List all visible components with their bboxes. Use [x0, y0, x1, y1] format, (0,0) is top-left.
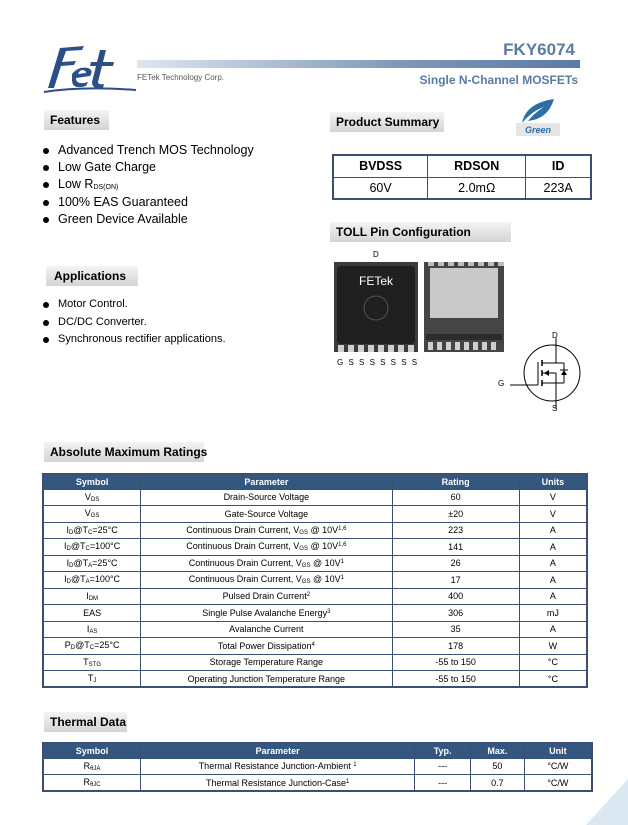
symbol-cell: [43, 506, 141, 523]
rating-cell: 60: [392, 489, 519, 506]
parameter-subscript: GS: [299, 546, 308, 553]
symbol-text: EAS: [83, 607, 102, 618]
parameter-text: Thermal Resistance Junction-Ambient: [198, 761, 354, 772]
symbol-subscript: STG: [88, 661, 102, 668]
footnote-ref: 1: [340, 558, 344, 565]
features-heading: Features: [44, 110, 109, 130]
table-row: [43, 506, 587, 523]
symbol-text: @T: [71, 574, 86, 585]
symbol-text: @T: [73, 557, 89, 568]
pin-labels: G S S S S S S S: [337, 358, 419, 367]
symbol-text: =25°C: [92, 557, 118, 568]
parameter-text: @ 10V: [307, 524, 339, 535]
parameter-cell: [141, 572, 392, 589]
symbol-subscript: C: [85, 546, 90, 553]
col-header: Parameter: [141, 743, 415, 758]
symbol-text: I: [86, 590, 89, 601]
symbol-cell: [43, 638, 141, 655]
symbol-subscript: A: [85, 579, 90, 586]
unit-cell: W: [519, 638, 587, 655]
col-header: Rating: [392, 474, 519, 489]
col-header: Symbol: [43, 474, 141, 489]
table-row: [43, 671, 587, 688]
parameter-text: Storage Temperature Range: [209, 657, 324, 668]
symbol-subscript: A: [88, 562, 93, 569]
parameter-cell: [141, 506, 392, 523]
parameter-cell: [141, 638, 392, 655]
rating-cell: 35: [392, 621, 519, 638]
product-summary-table: [332, 154, 592, 200]
symbol-cell: [43, 758, 141, 775]
company-name: FETek Technology Corp.: [137, 73, 225, 82]
footnote-ref: 4: [311, 641, 315, 648]
symbol-text: I: [66, 557, 70, 568]
symbol-cell: [43, 572, 141, 589]
unit-cell: °C: [519, 671, 587, 688]
symbol-cell: [43, 671, 141, 688]
applications-list: [42, 296, 226, 349]
col-header: Parameter: [141, 474, 392, 489]
product-description: Single N-Channel MOSFETs: [419, 73, 578, 87]
part-number: FKY6074: [503, 40, 575, 59]
table-row: [43, 489, 587, 506]
symbol-cell: [43, 775, 141, 792]
header-band: [137, 60, 580, 68]
parameter-text: @ 10V: [310, 574, 341, 585]
unit-cell: A: [519, 572, 587, 589]
parameter-text: Continuous Drain Current, V: [188, 574, 302, 585]
unit-cell: A: [519, 555, 587, 572]
unit-cell: A: [519, 621, 587, 638]
rating-cell: 178: [392, 638, 519, 655]
unit-cell: °C: [519, 654, 587, 671]
symbol-subscript: D: [70, 645, 76, 652]
table-row: [43, 605, 587, 622]
feature-item: Green Device Available: [42, 211, 254, 228]
col-header: Typ.: [415, 743, 471, 758]
parameter-text: Thermal Resistance Junction-Case: [205, 777, 347, 788]
symbol-drain-label: D: [552, 331, 558, 340]
symbol-text: P: [64, 640, 71, 651]
max-cell: 50: [471, 758, 525, 775]
symbol-text: R: [83, 760, 91, 771]
typ-cell: ---: [415, 775, 471, 792]
feature-item: Advanced Trench MOS Technology: [42, 142, 254, 159]
col-header: Symbol: [43, 743, 141, 758]
col-header: Unit: [524, 743, 592, 758]
symbol-subscript: θJC: [89, 782, 101, 788]
n-channel-mosfet-symbol-icon: [496, 328, 586, 418]
symbol-cell: [43, 654, 141, 671]
symbol-subscript: AS: [89, 628, 98, 635]
parameter-text: Operating Junction Temperature Range: [187, 673, 346, 684]
max-cell: 0.7: [471, 775, 525, 792]
table-cell: 2.0mΩ: [428, 177, 526, 199]
symbol-text: @T: [70, 541, 86, 552]
col-header: ID: [526, 155, 591, 177]
table-row: [43, 522, 587, 539]
parameter-text: Drain-Source Voltage: [223, 492, 310, 503]
footnote-ref: 3: [327, 608, 331, 615]
parameter-text: Continuous Drain Current, V: [188, 557, 302, 568]
feature-item: 100% EAS Guaranteed: [42, 194, 254, 211]
footnote-ref: 1: [353, 762, 357, 769]
parameter-text: Continuous Drain Current, V: [186, 541, 300, 552]
table-row: [43, 775, 592, 792]
unit-cell: mJ: [519, 605, 587, 622]
table-cell: 223A: [526, 177, 591, 199]
symbol-text: =25°C: [94, 640, 120, 651]
table-cell: 60V: [333, 177, 428, 199]
fetek-logo: [42, 40, 138, 96]
rating-cell: 26: [392, 555, 519, 572]
parameter-subscript: GS: [301, 562, 311, 569]
drain-pin-label: D: [373, 250, 379, 259]
symbol-text: I: [66, 524, 69, 535]
green-device-icon: [512, 97, 562, 137]
symbol-subscript: D: [69, 529, 74, 536]
symbol-text: T: [87, 673, 94, 683]
rating-cell: 17: [392, 572, 519, 589]
table-row: [43, 638, 587, 655]
table-row: [333, 177, 591, 199]
symbol-subscript: D: [66, 546, 71, 553]
symbol-subscript: C: [89, 645, 95, 652]
rdson-subscript: DS(ON): [93, 184, 119, 192]
symbol-text: I: [63, 541, 67, 552]
rating-cell: -55 to 150: [392, 671, 519, 688]
application-item: DC/DC Converter.: [42, 314, 226, 332]
unit-cell: A: [519, 588, 587, 605]
symbol-cell: [43, 588, 141, 605]
application-item: Synchronous rectifier applications.: [42, 331, 226, 349]
page-corner-decoration: [586, 779, 628, 825]
parameter-text: Single Pulse Avalanche Energy: [202, 607, 328, 618]
unit-cell: °C/W: [524, 775, 592, 792]
col-header: Units: [519, 474, 587, 489]
table-header-row: [43, 743, 592, 758]
application-item: Motor Control.: [42, 296, 226, 314]
parameter-cell: [141, 489, 392, 506]
symbol-text: =100°C: [89, 574, 121, 585]
feature-item: Low $R_{DS(ON)}$: [42, 176, 254, 193]
rating-cell: 223: [392, 522, 519, 539]
col-header: Max.: [471, 743, 525, 758]
symbol-subscript: C: [87, 529, 93, 536]
symbol-cell: [43, 621, 141, 638]
svg-text:Green: Green: [524, 125, 552, 135]
package-bottom-view: [424, 262, 504, 352]
rating-cell: ±20: [392, 506, 519, 523]
symbol-source-label: S: [552, 404, 558, 413]
symbol-subscript: D: [69, 562, 74, 569]
symbol-subscript: GS: [90, 513, 100, 520]
symbol-subscript: DS: [90, 496, 100, 503]
parameter-cell: [141, 758, 415, 775]
footnote-ref: 1: [346, 778, 350, 785]
parameter-cell: [141, 555, 392, 572]
package-top-view: [334, 262, 418, 352]
unit-cell: A: [519, 522, 587, 539]
rating-cell: 400: [392, 588, 519, 605]
rating-cell: -55 to 150: [392, 654, 519, 671]
thermal-table: [42, 742, 593, 792]
table-row: [43, 539, 587, 556]
parameter-cell: [141, 671, 392, 688]
symbol-subscript: D: [66, 579, 72, 586]
parameter-subscript: GS: [301, 579, 311, 586]
symbol-text: V: [84, 508, 91, 519]
parameter-cell: [141, 605, 392, 622]
parameter-cell: [141, 588, 392, 605]
chip-label: FETek: [358, 274, 393, 288]
parameter-text: @ 10V: [310, 557, 341, 568]
footnote-ref: 1,6: [338, 525, 347, 532]
unit-cell: V: [519, 506, 587, 523]
unit-cell: A: [519, 539, 587, 556]
parameter-text: @ 10V: [307, 541, 339, 552]
parameter-text: Continuous Drain Current, V: [186, 524, 300, 535]
col-header: RDSON: [428, 155, 526, 177]
symbol-text: V: [84, 491, 91, 502]
table-header-row: [43, 474, 587, 489]
col-header: BVDSS: [333, 155, 428, 177]
table-row: [43, 758, 592, 775]
features-list: [42, 142, 254, 228]
unit-cell: °C/W: [524, 758, 592, 775]
typ-cell: ---: [415, 758, 471, 775]
symbol-text: =25°C: [92, 524, 118, 535]
table-row: [43, 588, 587, 605]
symbol-text: @T: [75, 640, 90, 651]
symbol-text: I: [64, 574, 67, 585]
parameter-cell: [141, 654, 392, 671]
parameter-text: Total Power Dissipation: [217, 640, 312, 651]
footnote-ref: 2: [306, 592, 311, 599]
symbol-text: R: [83, 777, 90, 787]
parameter-cell: [141, 621, 392, 638]
symbol-cell: [43, 555, 141, 572]
table-row: [43, 621, 587, 638]
parameter-text: Avalanche Current: [229, 624, 304, 635]
unit-cell: V: [519, 489, 587, 506]
abs-max-heading: Absolute Maximum Ratings: [44, 442, 204, 462]
symbol-text: I: [86, 623, 90, 634]
parameter-text: Pulsed Drain Current: [222, 591, 307, 602]
symbol-subscript: θJA: [90, 765, 101, 772]
table-row: [43, 654, 587, 671]
table-header-row: [333, 155, 591, 177]
parameter-subscript: GS: [299, 529, 308, 536]
rating-cell: 306: [392, 605, 519, 622]
symbol-cell: [43, 539, 141, 556]
abs-max-table: [42, 473, 588, 688]
symbol-text: =100°C: [89, 541, 121, 552]
symbol-cell: [43, 522, 141, 539]
symbol-text: T: [83, 656, 89, 667]
thermal-heading: Thermal Data: [44, 712, 127, 732]
symbol-subscript: DM: [88, 595, 99, 602]
symbol-cell: [43, 605, 141, 622]
package-heading: TOLL Pin Configuration: [330, 222, 511, 242]
parameter-text: Gate-Source Voltage: [224, 508, 309, 519]
product-summary-heading: Product Summary: [330, 112, 444, 132]
feature-item: Low Gate Charge: [42, 159, 254, 176]
table-row: [43, 555, 587, 572]
parameter-cell: [141, 522, 392, 539]
rating-cell: 141: [392, 539, 519, 556]
symbol-text: @T: [73, 524, 88, 535]
symbol-subscript: J: [93, 678, 97, 684]
table-row: [43, 572, 587, 589]
symbol-gate-label: G: [498, 379, 505, 388]
footnote-ref: 1,6: [338, 542, 347, 549]
applications-heading: Applications: [46, 266, 138, 286]
symbol-cell: [43, 489, 141, 506]
parameter-cell: [141, 539, 392, 556]
parameter-cell: [141, 775, 415, 792]
footnote-ref: 1: [340, 575, 344, 582]
